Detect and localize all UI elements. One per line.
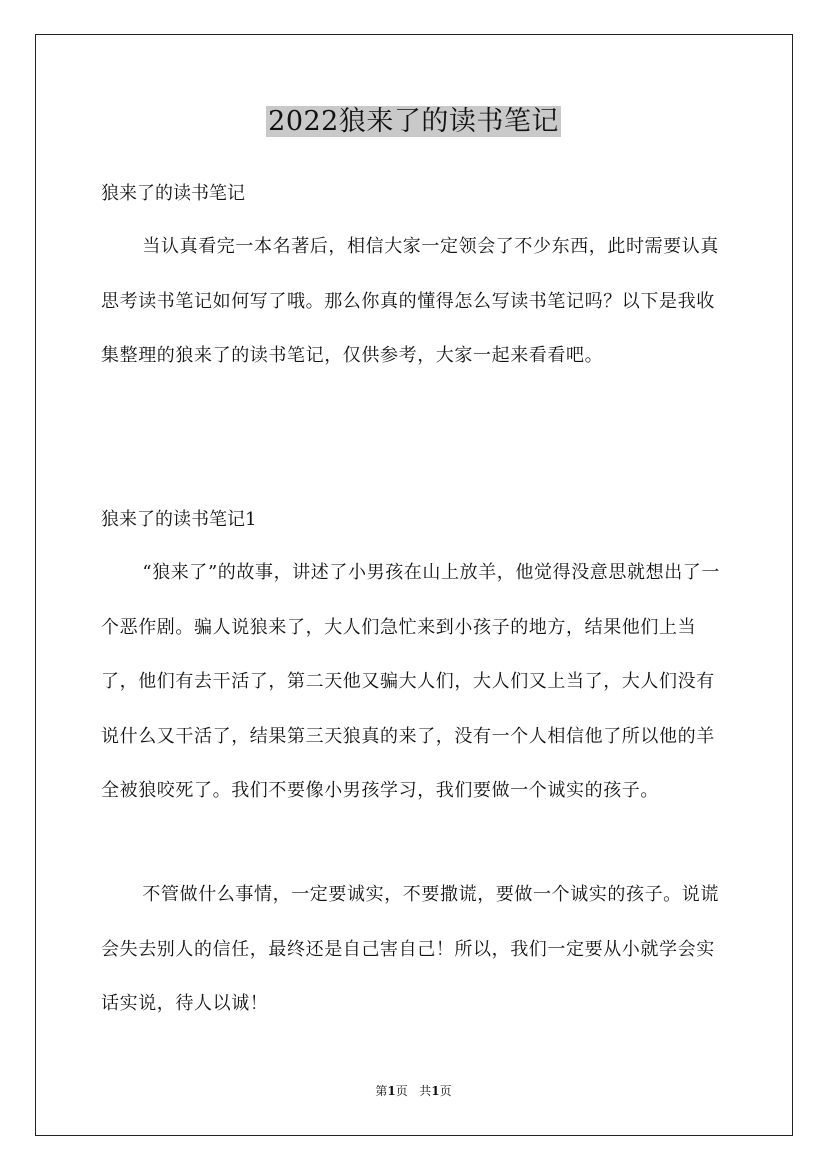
page-number-label: 第1页	[375, 1084, 408, 1098]
section-heading-1: 狼来了的读书笔记1	[101, 509, 257, 530]
document-title	[0, 104, 827, 140]
intro-paragraph: 当认真看完一本名著后，相信大家一定领会了不少东西，此时需要认真思考读书笔记如何写了哦。那么你真的懂得怎么写读书笔记吗？以下是我收集整理的狼来了的读书笔记，仅供参考，大家一起来看看吧。	[101, 236, 719, 366]
section-1-paragraph-2: 不管做什么事情，一定要诚实，不要撒谎，要做一个诚实的孩子。说谎会失去别人的信任，最终还是自己害自己！所以，我们一定要从小就学会实话实说，待人以诚！	[101, 884, 719, 1014]
section-1-paragraph-1: “狼来了”的故事，讲述了小男孩在山上放羊，他觉得没意思就想出了一个恶作剧。骗人说狼来了，大人们急忙来到小孩子的地方，结果他们上当了，他们有去干活了，第二天他又骗大人们，大人们又上当了，大人们没有说什么又干活了，结果第三天狼真的来了，没有一个人相信他了所以他的羊全被狼咬死了。我们不要像小男孩学习，我们要做一个诚实的孩子。	[101, 562, 720, 801]
document-subtitle: 狼来了的读书笔记	[101, 183, 245, 204]
page-footer	[0, 1083, 827, 1099]
document-title-text: 2022狼来了的读书笔记	[268, 106, 559, 137]
page-total-label: 共1页	[419, 1084, 452, 1098]
